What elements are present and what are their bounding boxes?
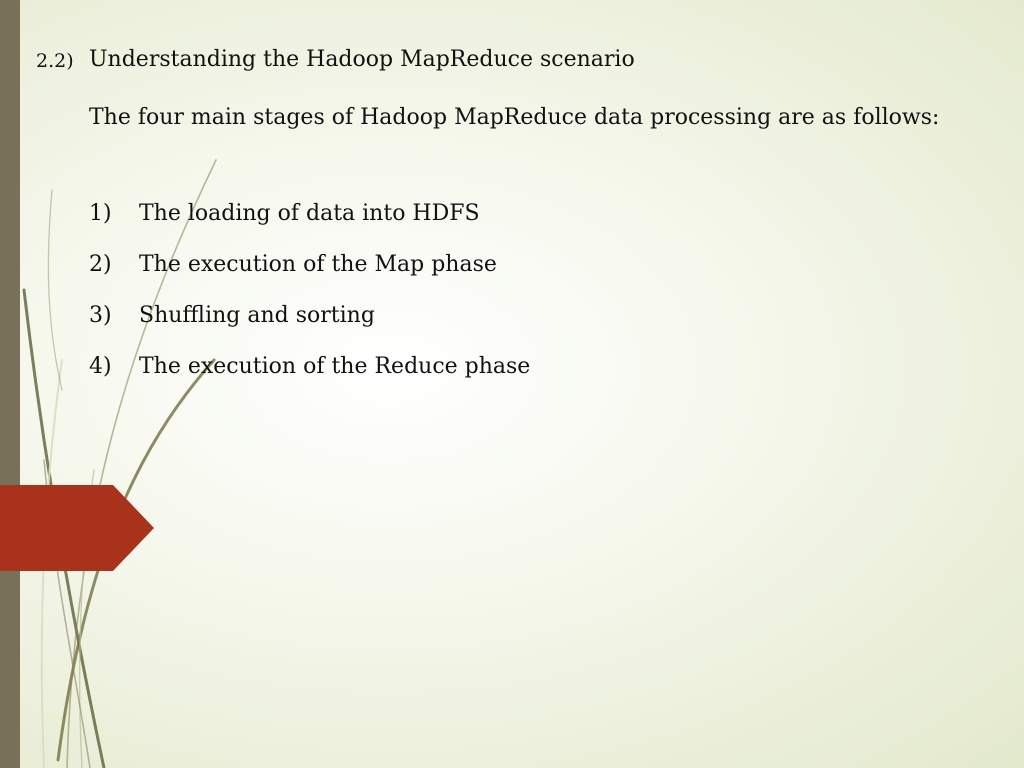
stage-text-3: Shuffling and sorting — [139, 303, 375, 328]
list-item — [89, 188, 530, 239]
stage-text-1: The loading of data into HDFS — [139, 201, 480, 226]
stage-number-1: 1) — [89, 201, 112, 226]
section-number: 2.2) — [36, 50, 74, 72]
list-item — [89, 290, 530, 341]
section-title: Understanding the Hadoop MapReduce scenario — [89, 47, 635, 72]
stage-text-4: The execution of the Reduce phase — [139, 354, 531, 379]
stage-list — [89, 188, 530, 392]
list-item — [89, 239, 530, 290]
intro-paragraph: The four main stages of Hadoop MapReduce data processing are as follows: — [89, 105, 940, 130]
stage-number-4: 4) — [89, 354, 112, 379]
stage-text-2: The execution of the Map phase — [139, 252, 497, 277]
list-item — [89, 341, 530, 392]
stage-number-3: 3) — [89, 303, 112, 328]
stage-number-2: 2) — [89, 252, 112, 277]
grass-line-upper-faint — [48, 190, 62, 390]
